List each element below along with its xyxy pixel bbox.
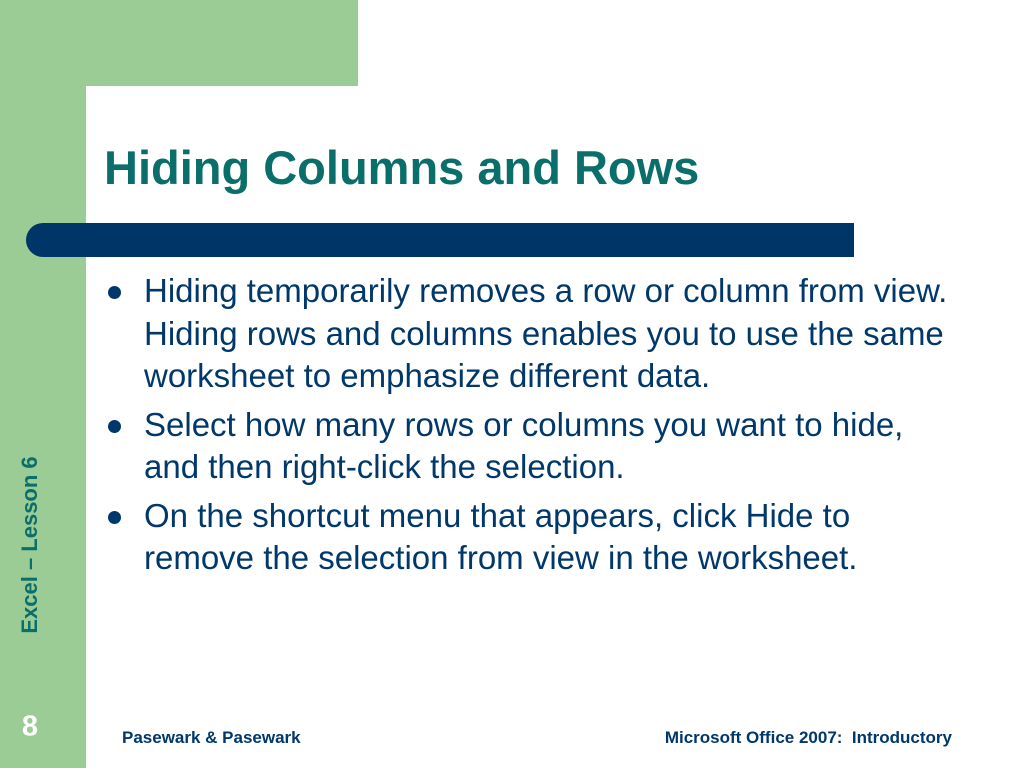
bullet-dot-icon (108, 420, 121, 433)
bullet-list (106, 270, 956, 586)
content-corner-curve (86, 86, 146, 146)
bullet-text: Hiding temporarily removes a row or column from view. Hiding rows and columns enables you to use the same worksheet to emphasize different data. (144, 272, 948, 394)
bullet-item (106, 495, 956, 580)
side-lesson-label: Excel – Lesson 6 (17, 456, 42, 634)
bullet-dot-icon (108, 286, 121, 299)
page-number: 8 (21, 710, 39, 743)
slide-title: Hiding Columns and Rows (104, 141, 700, 194)
top-decorative-band (0, 0, 358, 86)
bullet-item (106, 404, 956, 489)
title-underline-bar (26, 223, 854, 257)
footer-course-title: Microsoft Office 2007: Introductory (664, 728, 952, 747)
bullet-item (106, 270, 956, 398)
bullet-text: On the shortcut menu that appears, click Hide to remove the selection from view in the worksheet. (144, 496, 858, 576)
footer-author: Pasewark & Pasewark (122, 728, 301, 747)
bullet-text: Select how many rows or columns you want to hide, and then right-click the selection. (144, 405, 904, 485)
bullet-dot-icon (108, 511, 121, 524)
left-decorative-band (0, 0, 86, 768)
